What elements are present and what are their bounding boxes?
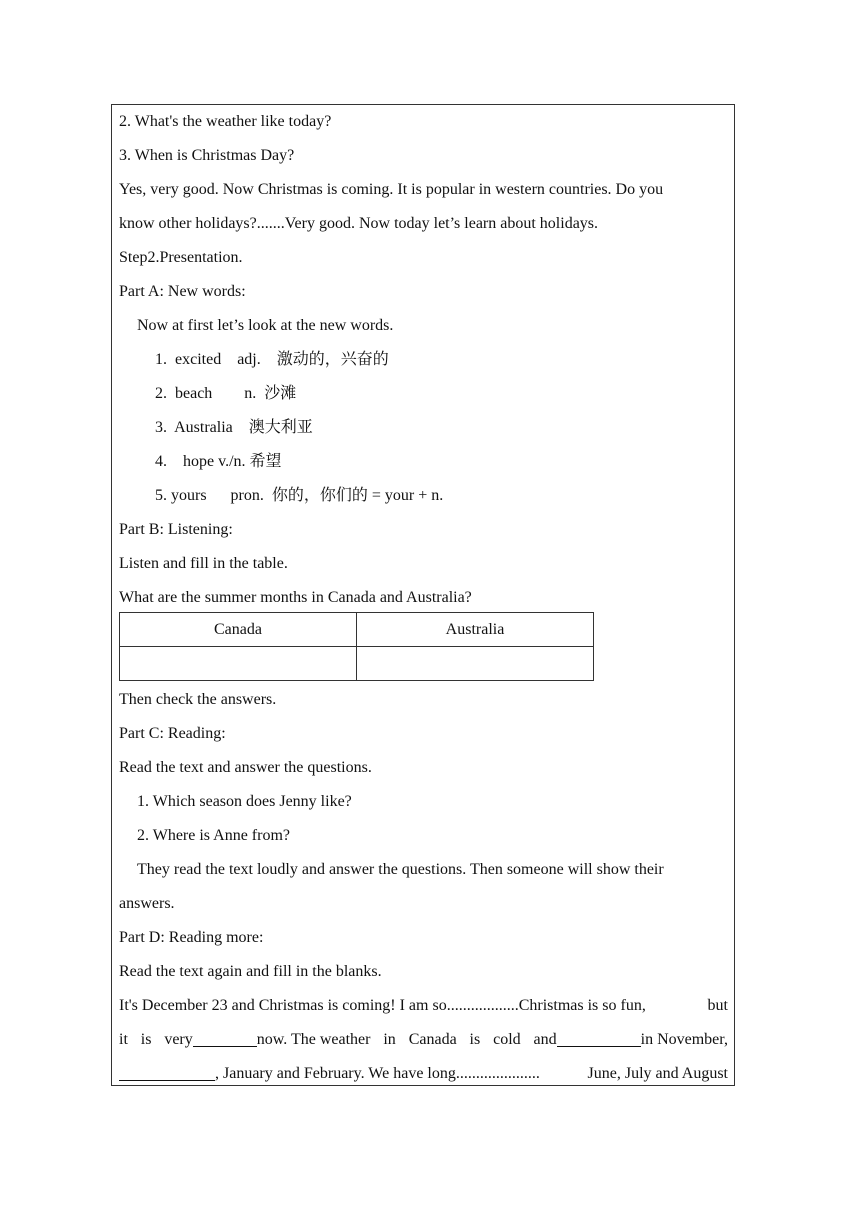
part-c-instruction: Read the text and answer the questions. bbox=[119, 759, 372, 776]
word-item-1: 1. excited adj. 激动的，兴奋的 bbox=[155, 351, 389, 368]
part-c-paragraph-line-2: answers. bbox=[119, 895, 175, 912]
part-a-heading: Part A: New words: bbox=[119, 283, 246, 300]
part-d-instruction: Read the text again and fill in the blanks. bbox=[119, 963, 382, 980]
answer-blank bbox=[193, 1028, 257, 1047]
word-item-4: 4. hope v./n. 希望 bbox=[155, 453, 282, 470]
intro-paragraph-line-2: know other holidays?.......Very good. Now today let’s learn about holidays. bbox=[119, 215, 599, 232]
table-header-canada: Canada bbox=[120, 613, 357, 647]
intro-paragraph-line-1: Yes, very good. Now Christmas is coming. It is popular in western countries. Do you bbox=[119, 181, 664, 198]
word: is bbox=[469, 1031, 481, 1048]
step2-heading: Step2.Presentation. bbox=[119, 249, 243, 266]
blank-dots: ..................... bbox=[455, 1065, 540, 1082]
summer-months-table bbox=[119, 612, 594, 681]
fill-blank-line-1 bbox=[119, 989, 728, 1023]
word-item-2: 2. beach n. 沙滩 bbox=[155, 385, 297, 402]
fill-blank-line-3-start: , January and February. We have long..................... bbox=[119, 1057, 540, 1091]
fill-blank-line-3-end: June, July and August bbox=[587, 1065, 728, 1082]
question-3: 3. When is Christmas Day? bbox=[119, 147, 295, 164]
part-c-question-2: 2. Where is Anne from? bbox=[137, 827, 290, 844]
fill-blank-line-1-text: It's December 23 and Christmas is coming! I am so..................Christmas is so fun, bbox=[119, 997, 646, 1014]
word: in bbox=[383, 1031, 396, 1048]
fill-blank-line-2 bbox=[119, 1023, 728, 1057]
word-item-3: 3. Australia 澳大利亚 bbox=[155, 419, 313, 436]
word: is bbox=[140, 1031, 152, 1048]
word: it bbox=[119, 1031, 128, 1048]
part-d-heading: Part D: Reading more: bbox=[119, 929, 264, 946]
part-b-check: Then check the answers. bbox=[119, 691, 277, 708]
table-header-row bbox=[120, 613, 594, 647]
table-row bbox=[120, 647, 594, 681]
part-a-intro: Now at first let’s look at the new words. bbox=[137, 317, 394, 334]
table-cell-australia-answer bbox=[357, 647, 594, 681]
blank-dots: .................. bbox=[446, 997, 519, 1014]
part-b-heading: Part B: Listening: bbox=[119, 521, 233, 538]
word-item-5: 5. yours pron. 你的，你们的 = your + n. bbox=[155, 487, 444, 504]
word-with-blank: very now. The weather bbox=[164, 1023, 370, 1057]
table-cell-canada-answer bbox=[120, 647, 357, 681]
question-2: 2. What's the weather like today? bbox=[119, 113, 332, 130]
fill-blank-line-1-end: but bbox=[707, 997, 728, 1014]
table-header-australia: Australia bbox=[357, 613, 594, 647]
answer-blank bbox=[557, 1028, 641, 1047]
answer-blank bbox=[119, 1062, 215, 1081]
part-b-question: What are the summer months in Canada and Australia? bbox=[119, 589, 472, 606]
word: cold bbox=[493, 1031, 521, 1048]
part-c-paragraph-line-1: They read the text loudly and answer the questions. Then someone will show their bbox=[137, 861, 664, 878]
word: Canada bbox=[408, 1031, 457, 1048]
word-with-blank: and in November, bbox=[534, 1023, 728, 1057]
part-c-heading: Part C: Reading: bbox=[119, 725, 226, 742]
fill-blank-line-3 bbox=[119, 1057, 728, 1091]
part-b-instruction: Listen and fill in the table. bbox=[119, 555, 288, 572]
part-c-question-1: 1. Which season does Jenny like? bbox=[137, 793, 352, 810]
